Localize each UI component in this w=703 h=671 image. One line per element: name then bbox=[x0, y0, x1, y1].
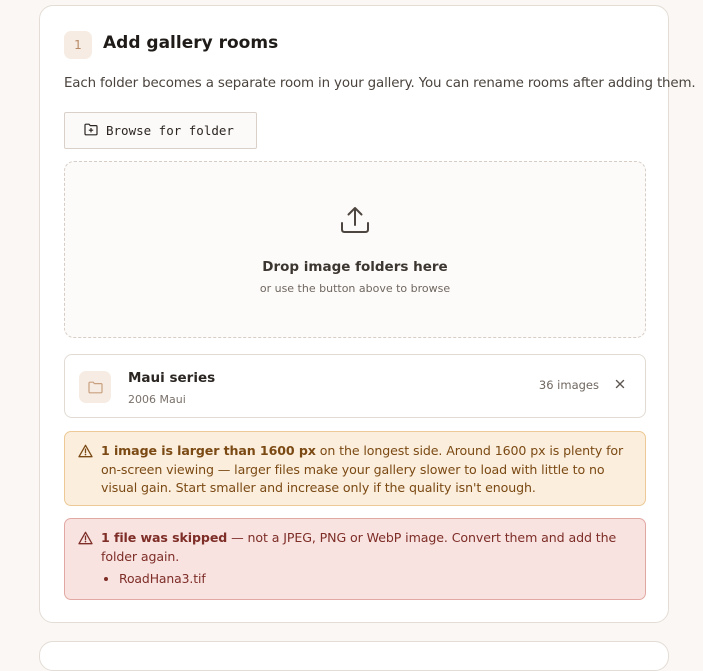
section-title: Add gallery rooms bbox=[103, 33, 279, 53]
error-strong-text: 1 file was skipped bbox=[101, 530, 228, 545]
drop-zone-subtitle: or use the button above to browse bbox=[259, 282, 451, 295]
skipped-files-error bbox=[64, 518, 646, 600]
drop-zone[interactable] bbox=[64, 161, 646, 338]
section-description: Each folder becomes a separate room in your gallery. You can rename rooms after adding them. bbox=[64, 76, 696, 91]
folder-image-count: 36 images bbox=[538, 378, 599, 392]
warning-strong-text: 1 image is larger than 1600 px bbox=[101, 443, 316, 458]
error-text: — not a JPEG, PNG or WebP image. Convert them and add the folder again. bbox=[101, 530, 617, 564]
skipped-file-item: • RoadHana3.tif bbox=[119, 570, 631, 589]
folder-room-subtitle: 2006 Maui bbox=[128, 393, 186, 406]
folder-room-item bbox=[64, 354, 646, 418]
large-image-warning bbox=[64, 431, 646, 506]
folder-icon bbox=[79, 371, 111, 403]
close-icon bbox=[615, 377, 625, 393]
folder-room-name: Maui series bbox=[128, 370, 216, 386]
add-rooms-card bbox=[39, 5, 696, 623]
warning-triangle-icon bbox=[78, 531, 93, 551]
browse-folder-button[interactable] bbox=[64, 112, 257, 149]
remove-folder-button[interactable] bbox=[611, 376, 629, 394]
step-badge: 1 bbox=[64, 31, 92, 59]
warning-triangle-icon bbox=[78, 444, 93, 464]
browse-folder-label: Browse for folder bbox=[106, 123, 234, 138]
folder-plus-icon bbox=[84, 123, 98, 139]
upload-icon bbox=[339, 204, 371, 240]
warning-text: on the longest side. Around 1600 px is plenty for on-screen viewing — larger files make your gallery slower to load with little to no visual gain. Start smaller and increase only if the quality isn't enough. bbox=[101, 443, 624, 495]
drop-zone-title: Drop image folders here bbox=[262, 259, 448, 275]
skipped-files-list bbox=[101, 570, 631, 589]
